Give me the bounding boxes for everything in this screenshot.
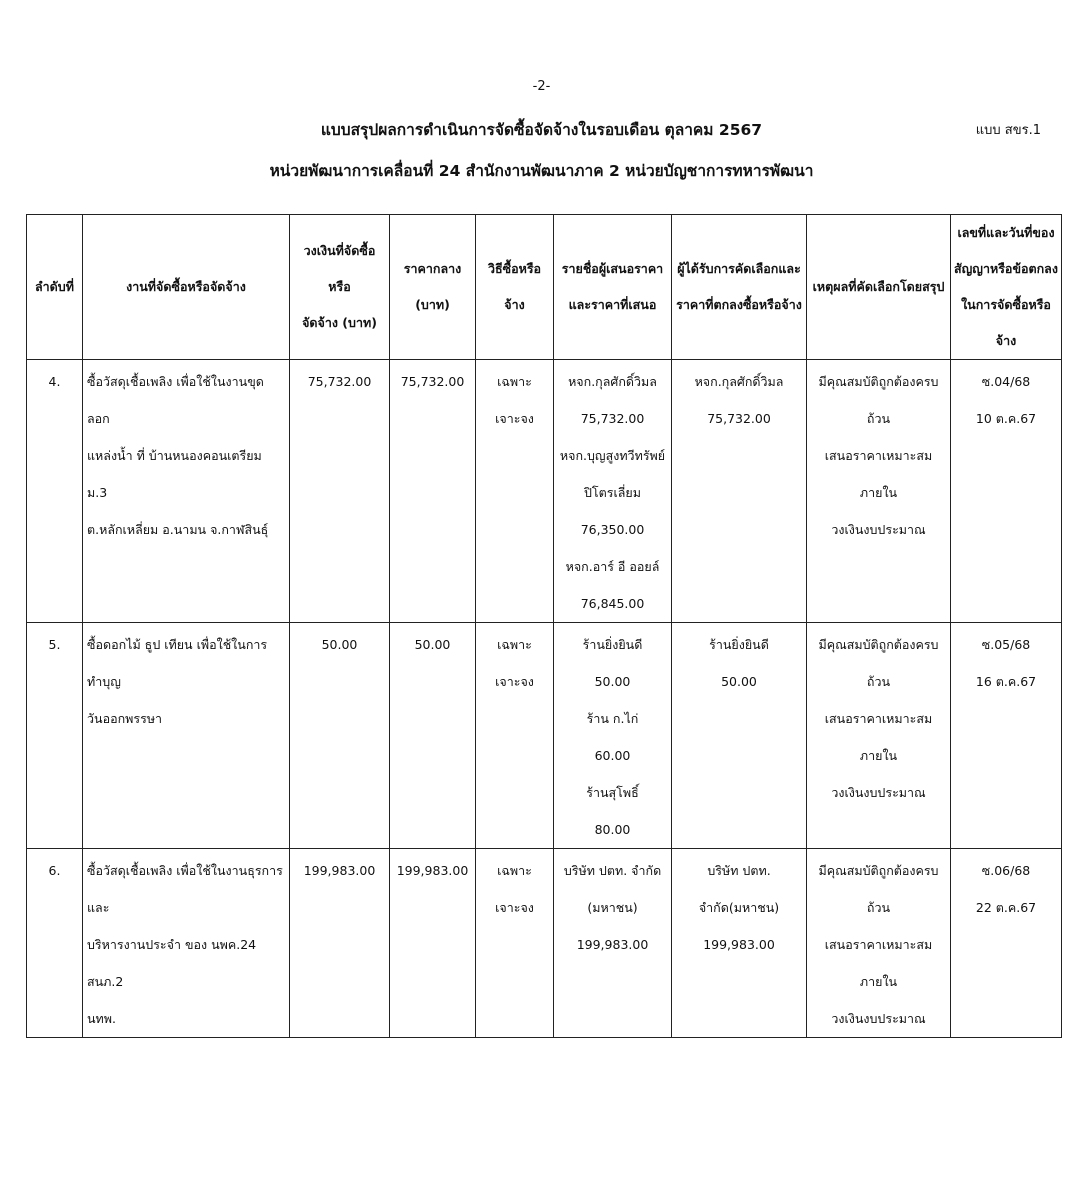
bidder-name: หจก.กุลศักดิ์วิมล — [568, 374, 657, 389]
contract-date: 10 ต.ค.67 — [975, 411, 1037, 426]
budget-text: 199,983.00 — [303, 863, 376, 878]
bidder-price: 80.00 — [594, 822, 631, 837]
bidder-price: 50.00 — [594, 674, 631, 689]
item-line: วันออกพรรษา — [87, 711, 163, 726]
item-description — [83, 360, 290, 623]
reason-line: เสนอราคาเหมาะสมภายใน — [824, 937, 933, 989]
reason-line: เสนอราคาเหมาะสมภายใน — [824, 711, 933, 763]
contract-date: 16 ต.ค.67 — [975, 674, 1037, 689]
header-winner: ผู้ได้รับการคัดเลือกและ ราคาที่ตกลงซื้อหรือจ้าง — [672, 215, 807, 360]
median-text: 199,983.00 — [396, 863, 469, 878]
header-method: วิธีซื้อหรือจ้าง — [476, 215, 554, 360]
row-number — [27, 360, 83, 623]
form-code: แบบ สขร.1 — [975, 123, 1041, 138]
procurement-method — [476, 623, 554, 849]
winner-name: หจก.กุลศักดิ์วิมล — [694, 374, 784, 389]
budget-amount — [290, 623, 390, 849]
winner-price: 75,732.00 — [707, 411, 771, 426]
budget-amount — [290, 360, 390, 623]
median-text: 75,732.00 — [400, 374, 465, 389]
header-budget: วงเงินที่จัดซื้อหรือ จัดจ้าง (บาท) — [290, 215, 390, 360]
document-title: แบบสรุปผลการดำเนินการจัดซื้อจัดจ้างในรอบเดือน ตุลาคม 2567 — [320, 121, 763, 139]
header-item: งานที่จัดซื้อหรือจัดจ้าง — [83, 215, 290, 360]
bidder-price: 199,983.00 — [576, 937, 649, 952]
bidder-entry — [558, 548, 667, 622]
bidder-entry — [558, 437, 667, 548]
bidder-name: บริษัท ปตท. จำกัด (มหาชน) — [563, 863, 662, 915]
bidder-name: หจก.บุญสูงทวีทรัพย์ ปิโตรเลี่ยม — [559, 448, 666, 500]
bidders-list — [554, 849, 672, 1038]
bidder-name: ร้านยิ่งยินดี — [582, 637, 643, 652]
contract-number: ซ.05/68 — [981, 637, 1031, 652]
budget-text: 75,732.00 — [307, 374, 372, 389]
budget-amount — [290, 849, 390, 1038]
bidder-price: 76,845.00 — [580, 596, 645, 611]
bidder-entry — [558, 852, 667, 963]
row-number-text: 4. — [48, 374, 61, 389]
row-number — [27, 623, 83, 849]
reason-line: มีคุณสมบัติถูกต้องครบถ้วน — [818, 863, 939, 915]
contract-number: ซ.06/68 — [981, 863, 1031, 878]
budget-text: 50.00 — [321, 637, 358, 652]
selection-reason — [807, 623, 951, 849]
median-text: 50.00 — [414, 637, 451, 652]
item-line: แหล่งน้ำ ที่ บ้านหนองคอนเตรียม ม.3 — [87, 448, 262, 500]
item-line: ซื้อวัสดุเชื้อเพลิง เพื่อใช้ในงานขุดลอก — [87, 374, 264, 426]
winner-name: บริษัท ปตท. จำกัด(มหาชน) — [698, 863, 780, 915]
table-header-row — [27, 215, 1062, 360]
header-bidders: รายชื่อผู้เสนอราคา และราคาที่เสนอ — [554, 215, 672, 360]
selected-vendor — [672, 849, 807, 1038]
table-row — [27, 849, 1062, 1038]
header-median-price: ราคากลาง (บาท) — [390, 215, 476, 360]
item-line: ซื้อดอกไม้ ธูป เทียน เพื่อใช้ในการทำบุญ — [87, 637, 268, 689]
contract-number: ซ.04/68 — [981, 374, 1031, 389]
selection-reason — [807, 360, 951, 623]
table-row — [27, 623, 1062, 849]
bidder-name: ร้าน ก.ไก่ — [586, 711, 639, 726]
winner-price: 50.00 — [721, 674, 757, 689]
bidder-price: 75,732.00 — [580, 411, 645, 426]
item-line: ซื้อวัสดุเชื้อเพลิง เพื่อใช้ในงานธุรการและ — [87, 863, 283, 915]
page-number: -2- — [532, 79, 551, 94]
selection-reason — [807, 849, 951, 1038]
procurement-method — [476, 849, 554, 1038]
item-description — [83, 849, 290, 1038]
bidder-entry — [558, 774, 667, 848]
contract-info — [951, 849, 1062, 1038]
procurement-method — [476, 360, 554, 623]
header-contract: เลขที่และวันที่ของ สัญญาหรือข้อตกลง ในการจัดซื้อหรือจ้าง — [951, 215, 1062, 360]
header-no: ลำดับที่ — [27, 215, 83, 360]
method-text: เฉพาะเจาะจง — [495, 637, 534, 689]
bidders-list — [554, 360, 672, 623]
bidder-name: หจก.อาร์ อี ออยล์ — [565, 559, 660, 574]
bidder-entry — [558, 700, 667, 774]
header-reason: เหตุผลที่คัดเลือกโดยสรุป — [807, 215, 951, 360]
method-text: เฉพาะเจาะจง — [495, 863, 534, 915]
item-description — [83, 623, 290, 849]
document-subtitle: หน่วยพัฒนาการเคลื่อนที่ 24 สำนักงานพัฒนาภาค 2 หน่วยบัญชาการทหารพัฒนา — [269, 162, 814, 180]
contract-info — [951, 360, 1062, 623]
reason-line: มีคุณสมบัติถูกต้องครบถ้วน — [818, 374, 939, 426]
procurement-table — [26, 214, 1062, 1038]
table-row — [27, 360, 1062, 623]
contract-info — [951, 623, 1062, 849]
reason-line: เสนอราคาเหมาะสมภายใน — [824, 448, 933, 500]
row-number-text: 5. — [48, 637, 61, 652]
median-price — [390, 623, 476, 849]
reason-line: มีคุณสมบัติถูกต้องครบถ้วน — [818, 637, 939, 689]
winner-price: 199,983.00 — [703, 937, 775, 952]
bidder-entry — [558, 363, 667, 437]
row-number — [27, 849, 83, 1038]
reason-line: วงเงินงบประมาณ — [831, 785, 926, 800]
reason-line: วงเงินงบประมาณ — [831, 1011, 926, 1026]
contract-date: 22 ต.ค.67 — [975, 900, 1037, 915]
median-price — [390, 849, 476, 1038]
row-number-text: 6. — [48, 863, 61, 878]
bidder-entry — [558, 626, 667, 700]
bidder-price: 76,350.00 — [580, 522, 645, 537]
winner-name: ร้านยิ่งยินดี — [709, 637, 769, 652]
median-price — [390, 360, 476, 623]
selected-vendor — [672, 360, 807, 623]
selected-vendor — [672, 623, 807, 849]
item-line: บริหารงานประจำ ของ นพค.24 สนภ.2 — [87, 937, 257, 989]
method-text: เฉพาะเจาะจง — [495, 374, 534, 426]
bidder-price: 60.00 — [594, 748, 631, 763]
bidder-name: ร้านสุโพธิ์ — [586, 785, 639, 800]
item-line: นทพ. — [87, 1011, 116, 1026]
reason-line: วงเงินงบประมาณ — [831, 522, 926, 537]
bidders-list — [554, 623, 672, 849]
item-line: ต.หลักเหลี่ยม อ.นามน จ.กาฬสินธุ์ — [87, 522, 269, 537]
